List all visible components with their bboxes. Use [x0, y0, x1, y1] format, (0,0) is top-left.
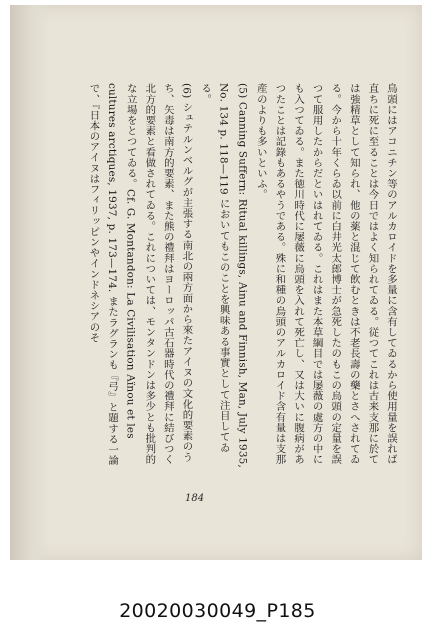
body-paragraph: 鳥頭にはアコニチン等のアルカロイドを多量に含有してゐるから使用量を誤れば直ちに死に至ることは今日ではよく知られてゐる。従つてこれは古来支那に於ては強精草として知られ、他の薬と混じて飲むときは不老長壽の藥とさへされてゐる。今から十年くらゐ以前に白井光太郎博士が急死したのもこの烏頭の定量を誤つて服用したからだといはれてゐる。これはまた本草綱目では屡薇の處方の中にも入つてゐる。また徳川時代に屡薇に烏頭を入れて死亡し、又は大いに腹病があつたことは記錄もあるやうである。殊に和種の烏頭のアルカロイド含有量は支那産のよりも多いといふ。 — [254, 83, 397, 465]
page-number: 184 — [185, 493, 205, 504]
footnote-6: (6) シュテルンベルグが主張する南北の兩方面から來たアイヌの文化的要素のうち、矢毒は南方的要素、また熊の禮拜はヨーロッパ古石器時代の禮拜に結びつく北方的要素と看做されてゐる。これについては、モンタンドンは多少とも批判的な立場をとつてゐる。Cf. G. Montandon: La Civilisation Aïnou et les cultures arctiques, 1937, p. 173—174. またラグランも『弓』と題する一論で、『日本のアイヌはフィリッピンやインドネシアのそ — [87, 83, 193, 466]
archive-id-caption: 20020030049_P185 — [119, 600, 316, 622]
footnote-5: (5) Canning Suffern: Ritual killings, Ainu and Finnish, Man, July 1935, No. 134 p. 118—119 においてもこのことを興味ある事實として注目してゐる。 — [199, 83, 249, 468]
vertical-text-block — [30, 83, 400, 473]
book-page — [10, 5, 422, 560]
